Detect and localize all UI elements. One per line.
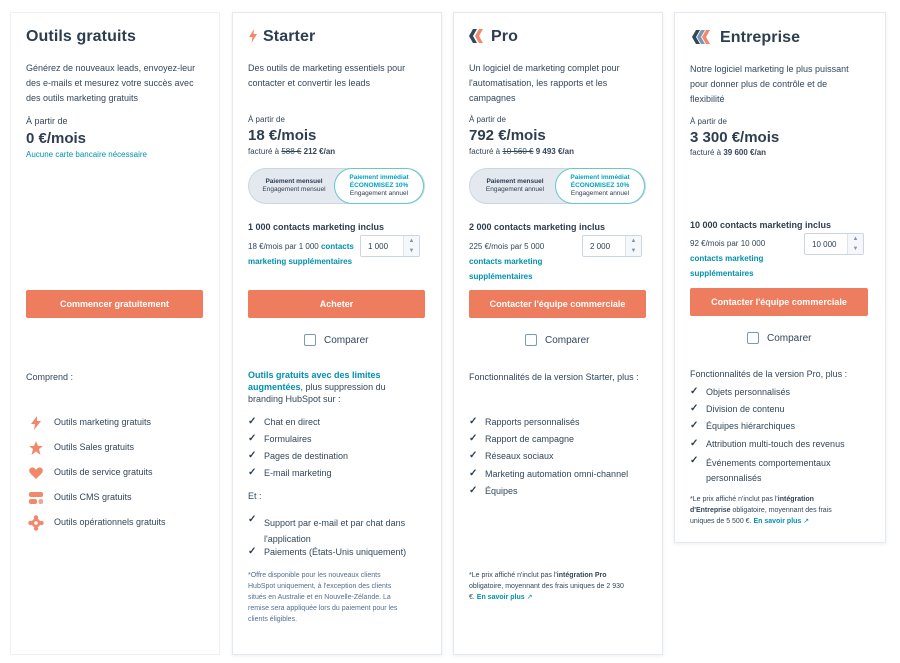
pro-sprocket-icon bbox=[469, 29, 484, 43]
contact-sales-enterprise-button[interactable]: Contacter l'équipe commerciale bbox=[690, 288, 868, 316]
learn-more-link[interactable]: En savoir plus bbox=[476, 594, 525, 601]
stepper-down-icon[interactable]: ▼ bbox=[630, 248, 637, 254]
learn-more-link[interactable]: En savoir plus bbox=[753, 518, 802, 525]
stepper-up-icon[interactable]: ▲ bbox=[630, 238, 637, 244]
starter-footnote: *Offre disponible pour les nouveaux clients HubSpot uniquement, à l'exception des clients situés en Australie et en Nouvelle-Zélande. La remise sera appliquée lors du paiement pour les clients éligibles. bbox=[248, 572, 398, 623]
pro-card bbox=[453, 12, 663, 655]
starter-plan-title: Starter bbox=[263, 28, 316, 45]
free-tool-service: Outils de service gratuits bbox=[54, 467, 153, 477]
starter-contacts-included: 1 000 contacts marketing inclus bbox=[248, 222, 385, 232]
check-icon: ✓ bbox=[248, 433, 257, 444]
free-tool-sales: Outils Sales gratuits bbox=[54, 442, 135, 452]
pro-billed-annually: facturé à 10 560 € 9 493 €/an bbox=[469, 147, 574, 156]
starter-billing-toggle[interactable] bbox=[248, 168, 425, 204]
free-plan-description: Générez de nouveaux leads, envoyez-leur des e-mails et mesurez votre succès avec des outils marketing gratuits bbox=[26, 63, 196, 103]
check-icon: ✓ bbox=[248, 467, 257, 478]
stepper-down-icon[interactable]: ▼ bbox=[408, 248, 415, 254]
contact-sales-pro-button[interactable]: Contacter l'équipe commerciale bbox=[469, 290, 646, 318]
toggle-annual-option[interactable]: Paiement immédiat ÉCONOMISEZ 10% Engagement annuel bbox=[555, 168, 645, 204]
starter-feature-support: Support par e-mail et par chat dans l'application bbox=[264, 518, 406, 544]
enterprise-includes-intro: Fonctionnalités de la version Pro, plus : bbox=[690, 369, 848, 379]
check-icon: ✓ bbox=[469, 485, 478, 496]
pro-contacts-included: 2 000 contacts marketing inclus bbox=[469, 222, 606, 232]
pro-footnote: *Le prix affiché n'inclut pas l'intégration Pro obligatoire, moyennant des frais uniques de 2 930 €. En savoir plus ↗ bbox=[469, 572, 624, 601]
pro-from-label: À partir de bbox=[469, 115, 506, 124]
enterprise-contacts-included: 10 000 contacts marketing inclus bbox=[690, 220, 832, 230]
check-icon: ✓ bbox=[248, 416, 257, 427]
pro-feature: Réseaux sociaux bbox=[485, 451, 554, 461]
starter-price: 18 €/mois bbox=[248, 127, 317, 144]
pro-price: 792 €/mois bbox=[469, 127, 546, 144]
toggle-monthly-option[interactable]: Paiement mensuel Engagement annuel bbox=[485, 178, 545, 193]
starter-extra-contacts: 18 €/mois par 1 000 contacts marketing supplémentaires bbox=[248, 242, 354, 266]
free-from-label: À partir de bbox=[26, 116, 68, 126]
enterprise-from-label: À partir de bbox=[690, 117, 727, 126]
starter-compare-checkbox[interactable] bbox=[304, 334, 316, 346]
starter-feature: Formulaires bbox=[264, 434, 312, 444]
enterprise-footnote: *Le prix affiché n'inclut pas l'intégration d'Entreprise obligatoire, moyennant des frais uniques de 5 500 €. En savoir plus ↗ bbox=[690, 496, 832, 525]
free-price: 0 €/mois bbox=[26, 130, 87, 147]
check-icon: ✓ bbox=[469, 433, 478, 444]
operations-icon bbox=[28, 515, 44, 531]
check-icon: ✓ bbox=[469, 450, 478, 461]
toggle-annual-option[interactable]: Paiement immédiat ÉCONOMISEZ 10% Engagement annuel bbox=[334, 168, 424, 204]
check-icon: ✓ bbox=[690, 403, 699, 414]
enterprise-card bbox=[674, 12, 886, 543]
start-free-button[interactable]: Commencer gratuitement bbox=[26, 290, 203, 318]
pro-extra-contacts: 225 €/mois par 5 000 contacts marketing supplémentaires bbox=[469, 242, 545, 281]
starter-plan-description: Des outils de marketing essentiels pour contacter et convertir les leads bbox=[248, 63, 406, 88]
starter-includes-intro: Outils gratuits avec des limites augmentées, plus suppression du branding HubSpot sur : bbox=[248, 370, 386, 404]
pro-plan-title: Pro bbox=[491, 28, 518, 45]
service-icon bbox=[28, 465, 44, 481]
toggle-monthly-option[interactable]: Paiement mensuel Engagement mensuel bbox=[262, 178, 326, 193]
check-icon: ✓ bbox=[690, 386, 699, 397]
free-tools-card bbox=[10, 12, 220, 655]
free-tool-marketing: Outils marketing gratuits bbox=[54, 417, 152, 427]
pro-compare-label: Comparer bbox=[545, 335, 590, 346]
enterprise-plan-description: Notre logiciel marketing le plus puissant pour donner plus de contrôle et de flexibilité bbox=[690, 64, 849, 104]
buy-starter-button[interactable]: Acheter bbox=[248, 290, 425, 318]
starter-feature: Pages de destination bbox=[264, 451, 349, 461]
stepper-up-icon[interactable]: ▲ bbox=[408, 238, 415, 244]
starter-compare-label: Comparer bbox=[324, 335, 369, 346]
external-link-icon: ↗ bbox=[526, 594, 533, 601]
enterprise-contacts-stepper[interactable]: 10 000 ▲ ▼ bbox=[804, 233, 864, 255]
enterprise-compare-checkbox[interactable] bbox=[747, 332, 759, 344]
enterprise-feature: Équipes hiérarchiques bbox=[706, 421, 796, 431]
free-tool-cms: Outils CMS gratuits bbox=[54, 492, 132, 502]
pro-feature: Rapport de campagne bbox=[485, 434, 575, 444]
starter-billed-annually: facturé à 588 € 212 €/an bbox=[248, 147, 336, 156]
starter-sprocket-icon bbox=[247, 29, 259, 43]
stepper-down-icon[interactable]: ▼ bbox=[852, 246, 859, 252]
external-link-icon: ↗ bbox=[803, 518, 810, 525]
enterprise-feature: Division de contenu bbox=[706, 404, 785, 414]
pro-contacts-stepper[interactable]: 2 000 ▲ ▼ bbox=[582, 235, 642, 257]
stepper-up-icon[interactable]: ▲ bbox=[852, 236, 859, 242]
enterprise-sprocket-icon bbox=[692, 30, 712, 44]
pro-plan-description: Un logiciel de marketing complet pour l'automatisation, les rapports et les campagnes bbox=[469, 63, 620, 103]
no-card-needed-link[interactable]: Aucune carte bancaire nécessaire bbox=[26, 150, 147, 159]
starter-card bbox=[232, 12, 442, 655]
enterprise-feature: Attribution multi-touch des revenus bbox=[706, 439, 845, 449]
enterprise-feature-events: Événements comportementaux personnalisés bbox=[706, 458, 831, 483]
sales-icon bbox=[28, 440, 44, 456]
enterprise-price: 3 300 €/mois bbox=[690, 129, 780, 146]
check-icon: ✓ bbox=[469, 468, 478, 479]
enterprise-plan-title: Entreprise bbox=[720, 29, 801, 46]
includes-label: Comprend : bbox=[26, 372, 74, 382]
pro-includes-intro: Fonctionnalités de la version Starter, plus : bbox=[469, 372, 639, 382]
starter-feature: E-mail marketing bbox=[264, 468, 332, 478]
starter-contacts-stepper[interactable]: 1 000 ▲ ▼ bbox=[360, 235, 420, 257]
free-plan-title: Outils gratuits bbox=[26, 28, 136, 45]
check-icon: ✓ bbox=[690, 455, 699, 466]
pro-feature: Équipes bbox=[485, 486, 518, 496]
check-icon: ✓ bbox=[690, 420, 699, 431]
check-icon: ✓ bbox=[469, 416, 478, 427]
check-icon: ✓ bbox=[248, 450, 257, 461]
pro-feature: Rapports personnalisés bbox=[485, 417, 580, 427]
pro-feature: Marketing automation omni-channel bbox=[485, 469, 629, 479]
check-icon: ✓ bbox=[248, 546, 257, 557]
starter-feature-payments: Paiements (États-Unis uniquement) bbox=[264, 547, 407, 557]
enterprise-billed-annually: facturé à 39 600 €/an bbox=[690, 148, 767, 157]
check-icon: ✓ bbox=[248, 514, 257, 525]
cms-icon bbox=[28, 490, 44, 506]
starter-feature: Chat en direct bbox=[264, 417, 321, 427]
enterprise-extra-contacts: 92 €/mois par 10 000 contacts marketing supplémentaires bbox=[690, 239, 766, 278]
starter-and-label: Et : bbox=[248, 491, 262, 501]
check-icon: ✓ bbox=[690, 438, 699, 449]
pro-billing-toggle[interactable] bbox=[469, 168, 646, 204]
pro-compare-checkbox[interactable] bbox=[525, 334, 537, 346]
marketing-icon bbox=[28, 415, 44, 431]
enterprise-compare-label: Comparer bbox=[767, 333, 812, 344]
enterprise-feature: Objets personnalisés bbox=[706, 387, 791, 397]
starter-from-label: À partir de bbox=[248, 115, 285, 124]
free-tool-operations: Outils opérationnels gratuits bbox=[54, 517, 166, 527]
